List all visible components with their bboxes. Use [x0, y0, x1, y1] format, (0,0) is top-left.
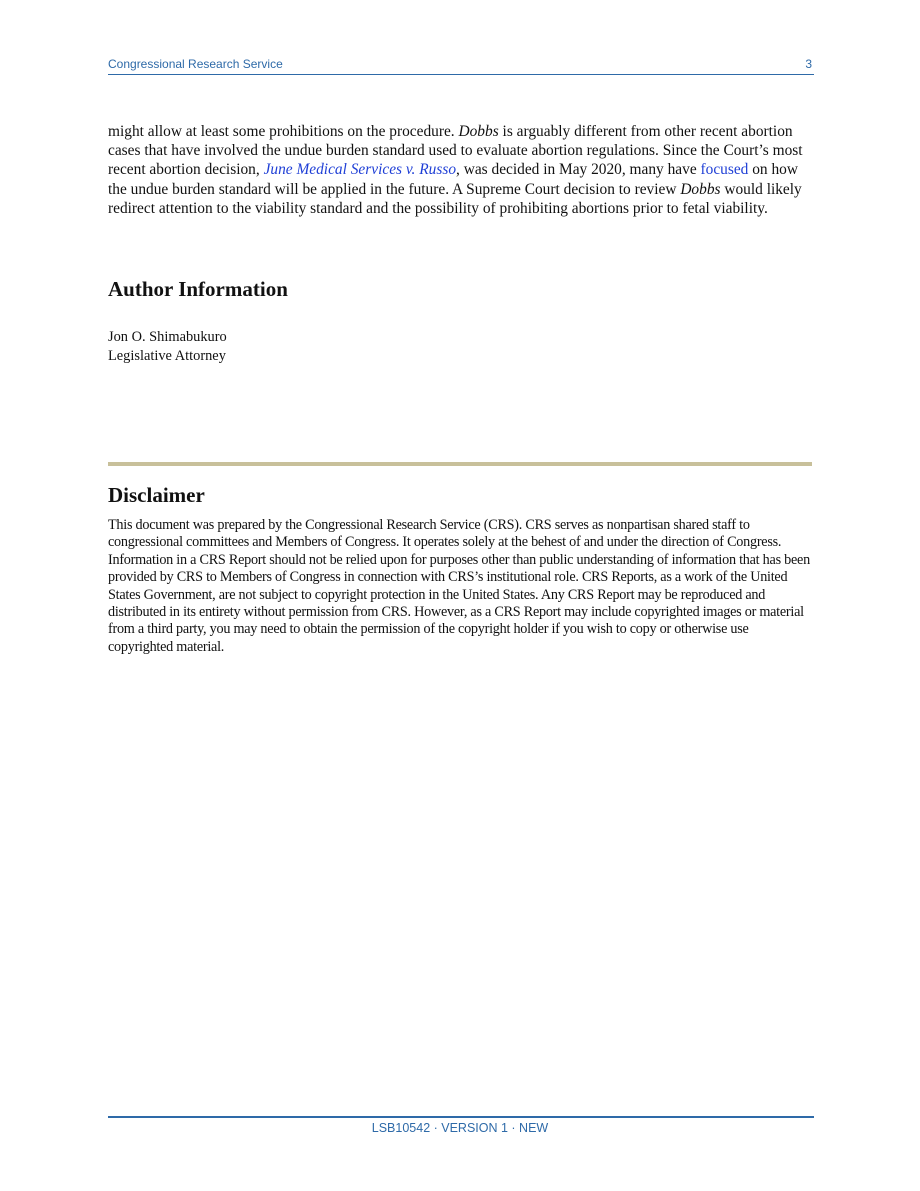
author-name: Jon O. Shimabukuro — [108, 329, 227, 345]
body-text: is arguably different from other recent abortion cases that have involved the undue burden standard used to evaluate abortion regulations. Since the Court’s most recent abortion decision, — [108, 123, 803, 179]
footer-divider — [108, 1116, 814, 1118]
body-text: would likely redirect attention to the viability standard and the possibility of prohibiting abortions prior to fetal viability. — [108, 180, 802, 217]
disclaimer-heading: Disclaimer — [108, 483, 205, 507]
body-text: on how the undue burden standard will be applied in the future. A Supreme Court decision to review — [108, 161, 798, 198]
focused-link[interactable]: focused — [700, 161, 749, 179]
case-name-italic: Dobbs — [680, 180, 721, 198]
disclaimer-text: This document was prepared by the Congressional Research Service (CRS). CRS serves as nonpartisan shared staff to congressional committees and Members of Congress. It operates solely at the behest of and under the direction of Congress. Information in a CRS Report should not be relied upon for purposes other than public understanding of information that has been provided by CRS to Members of Congress in connection with CRS’s institutional role. CRS Reports, as a work of the United States Government, are not subject to copyright protection in the United States. Any CRS Report may be reproduced and distributed in its entirety without permission from CRS. However, as a CRS Report may include copyrighted images or material from a third party, you may need to obtain the permission of the copyright holder if you wish to copy or otherwise use copyrighted material. — [108, 517, 810, 655]
page-footer: LSB10542 · VERSION 1 · NEW — [371, 1121, 549, 1135]
author-title: Legislative Attorney — [108, 348, 226, 364]
page-number: 3 — [805, 57, 812, 71]
case-name-italic: Dobbs — [458, 123, 499, 140]
author-information-heading: Author Information — [108, 277, 288, 301]
body-text: , was decided in May 2020, many have — [456, 161, 701, 179]
body-text: might allow at least some prohibitions on the procedure. — [108, 123, 459, 140]
body-paragraph — [108, 122, 812, 218]
page-header — [108, 56, 814, 75]
header-org-name: Congressional Research Service — [108, 57, 283, 71]
section-divider — [108, 462, 812, 466]
case-link-june-medical[interactable]: June Medical Services v. Russo — [263, 161, 457, 179]
